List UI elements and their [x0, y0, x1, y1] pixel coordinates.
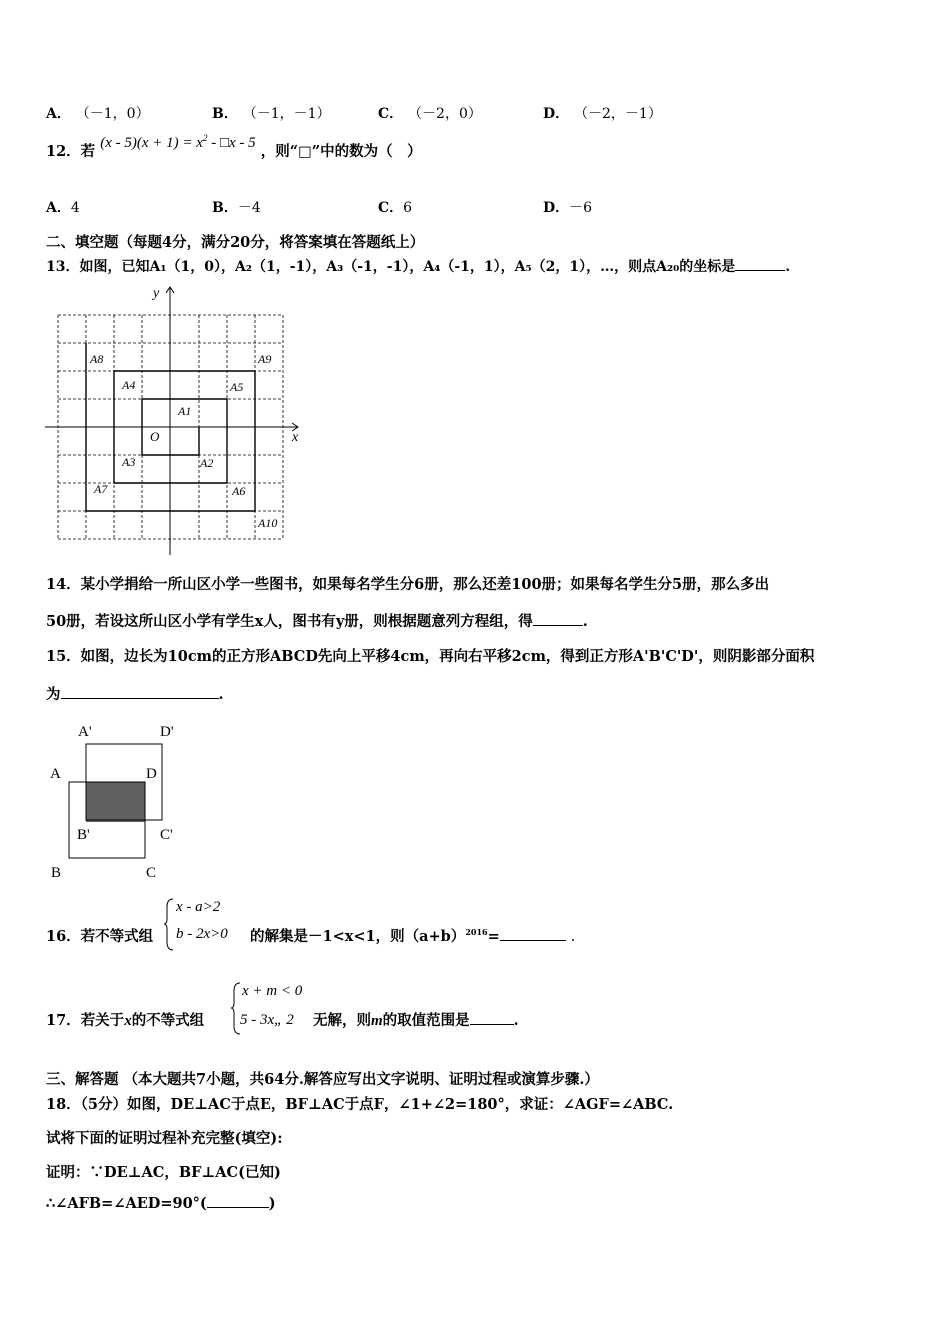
- q11-option-d: D． （－2，－1）: [543, 106, 662, 122]
- label-d: D: [146, 766, 157, 782]
- question-14-line-1: 14．某小学捐给一所山区小学一些图书，如果每名学生分6册，那么还差100册；如果每名学生分5册，那么多出: [46, 576, 770, 593]
- shaded-region: [86, 782, 145, 822]
- label-b: B: [51, 865, 62, 881]
- q11-option-c: C． （－2，0）: [378, 106, 482, 122]
- label-a9: A9: [258, 352, 272, 366]
- y-axis-label: y: [153, 286, 160, 301]
- label-c: C: [146, 865, 157, 881]
- label-b-prime: B': [77, 827, 90, 843]
- question-18: 18．（5分）如图，DE⊥AC于点E，BF⊥AC于点F，∠1+∠2=180°，求证：∠AGF=∠ABC.: [46, 1096, 674, 1113]
- question-14-line-2: 50册，若设这所山区小学有学生x人，图书有y册，则根据题意列方程组，得 .: [46, 613, 588, 630]
- label-a2: A2: [200, 456, 214, 470]
- q18-proof-line-2: ∴∠AFB=∠AED=90°( ): [46, 1195, 276, 1212]
- q11-option-b: B． （－1，－1）: [212, 106, 331, 122]
- q18-proof-line-1: 证明：∵DE⊥AC，BF⊥AC(已知): [46, 1164, 281, 1181]
- question-16-body: 的解集是－1<x<1，则$(a+b)^{2016}=$ .: [250, 927, 576, 945]
- q16-system-line-2: b - 2x>0: [176, 926, 228, 942]
- question-17-prefix: 17．若关于x的不等式组: [46, 1012, 205, 1029]
- q12-option-d: D．－6: [543, 200, 593, 216]
- q12-expression: $(x - 5)(x + 1) = x^2$ - □x - 5: [100, 133, 256, 151]
- q12-option-a: A．4: [46, 200, 80, 216]
- label-d-prime: D': [160, 724, 174, 740]
- label-a5: A5: [230, 380, 244, 394]
- label-a1: A1: [178, 404, 192, 418]
- question-16-prefix: 16．若不等式组: [46, 928, 154, 945]
- q16-brace: [163, 897, 175, 952]
- label-a7: A7: [94, 482, 108, 496]
- label-a10: A10: [258, 516, 278, 530]
- label-a-prime: A': [78, 724, 92, 740]
- q16-system-line-1: x - a>2: [176, 899, 221, 915]
- label-a4: A4: [122, 378, 136, 392]
- label-a6: A6: [232, 484, 246, 498]
- q12-option-c: C．6: [378, 200, 413, 216]
- section-3-heading: 三、解答题 （本大题共7小题，共64分.解答应写出文字说明、证明过程或演算步骤.）: [46, 1071, 599, 1088]
- question-15-line-1: 15．如图，边长为10cm的正方形ABCD先向上平移4cm，再向右平移2cm，得到正方形A'B'C'D'，则阴影部分面积: [46, 648, 815, 665]
- label-a3: A3: [122, 455, 136, 469]
- question-13: 13．如图，已知A₁（1，0），A₂（1，-1），A₃（-1，-1），A₄（-1，1），A₅（2，1），…，则点A₂₀的坐标是 .: [46, 259, 791, 275]
- point-labels: [89, 352, 277, 530]
- q18-instruction: 试将下面的证明过程补充完整(填空):: [46, 1130, 283, 1147]
- section-2-heading: 二、填空题（每题4分，满分20分，将答案填在答题纸上）: [46, 234, 425, 251]
- question-17-body: 无解，则m的取值范围是 .: [313, 1012, 519, 1029]
- label-c-prime: C': [160, 827, 173, 843]
- question-15-line-2: 为 .: [46, 686, 224, 703]
- q17-system-line-2: 5 - 3x„ 2: [240, 1012, 294, 1028]
- q17-system-line-1: x + m < 0: [242, 983, 303, 999]
- label-a: A: [50, 766, 61, 782]
- label-a8: A8: [90, 352, 104, 366]
- q15-square-figure: [40, 718, 200, 888]
- question-12: 12．若 $(x - 5)(x + 1) = x^2$ - □x - 5 ，则“□”中的数为（ ）: [46, 133, 422, 160]
- x-axis-label: x: [292, 430, 299, 445]
- origin-label: O: [150, 429, 160, 444]
- q11-option-a: A． （－1，0）: [46, 106, 150, 122]
- q13-coordinate-graph: [40, 283, 310, 558]
- q12-option-b: B．－4: [212, 200, 261, 216]
